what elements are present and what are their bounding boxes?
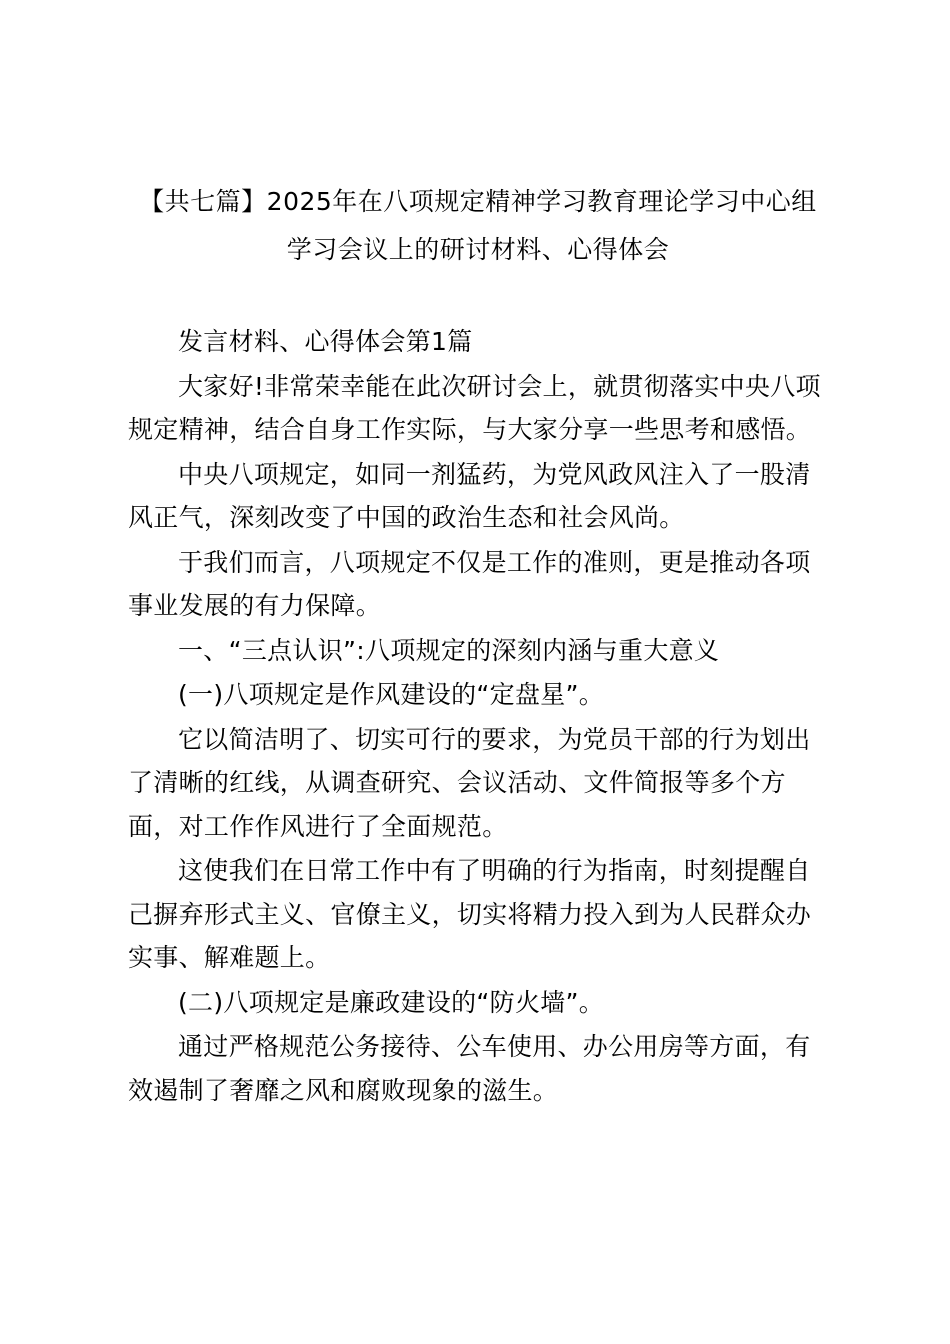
- section-heading: 发言材料、心得体会第1篇: [178, 327, 473, 356]
- paragraph: 通过严格规范公务接待、公车使用、办公用房等方面，有效遏制了奢靡之风和腐败现象的滋生。: [128, 1032, 811, 1105]
- subsection-heading: (二)八项规定是廉政建设的“防火墙”。: [178, 987, 605, 1017]
- subsection-heading: (一)八项规定是作风建设的“定盘星”。: [178, 680, 605, 709]
- section-heading: 一、“三点认识”:八项规定的深刻内涵与重大意义: [178, 635, 720, 665]
- document-title: 【共七篇】2025年在八项规定精神学习教育理论学习中心组学习会议上的研讨材料、心得体会: [139, 187, 817, 264]
- paragraph: 中央八项规定，如同一剂猛药，为党风政风注入了一股清风正气，深刻改变了中国的政治生态和社会风尚。: [128, 459, 811, 532]
- paragraph: 它以简洁明了、切实可行的要求，为党员干部的行为划出了清晰的红线，从调查研究、会议活动、文件简报等多个方面，对工作作风进行了全面规范。: [128, 724, 811, 841]
- paragraph: 于我们而言，八项规定不仅是工作的准则，更是推动各项事业发展的有力保障。: [128, 547, 811, 620]
- paragraph: 这使我们在日常工作中有了明确的行为指南，时刻提醒自己摒弃形式主义、官僚主义，切实将精力投入到为人民群众办实事、解难题上。: [128, 856, 812, 972]
- paragraph: 大家好!非常荣幸能在此次研讨会上，就贯彻落实中央八项规定精神，结合自身工作实际，与大家分享一些思考和感悟。: [128, 371, 821, 444]
- document-body: [128, 320, 828, 1113]
